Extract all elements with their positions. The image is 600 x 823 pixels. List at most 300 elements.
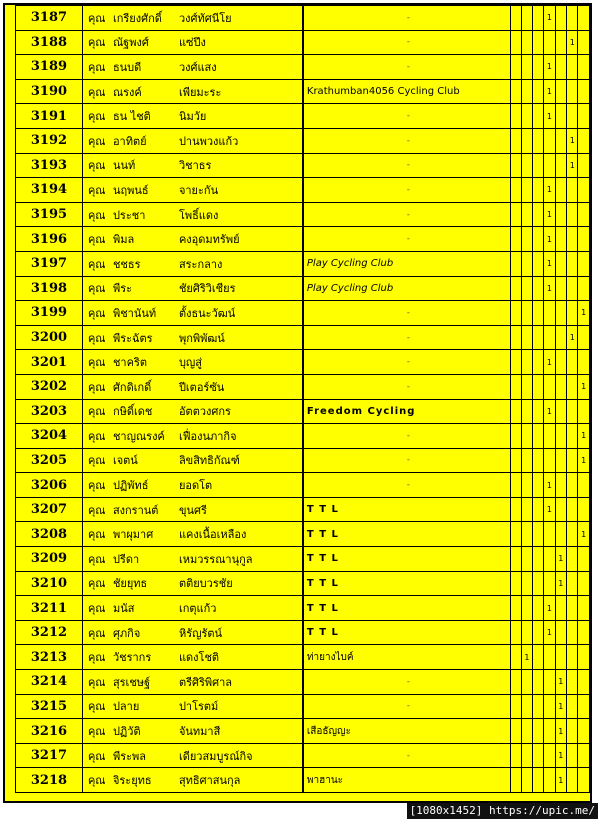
category-cell: 1 — [567, 30, 578, 55]
category-cell — [578, 571, 590, 596]
last-name: แดงโชติ — [178, 651, 220, 665]
first-name: ประชา — [112, 208, 146, 222]
participant-name — [82, 153, 302, 178]
name-prefix: คุณ — [87, 700, 106, 714]
table-row — [16, 694, 590, 719]
first-name: นนท์ — [112, 159, 136, 173]
bib-number: 3197 — [16, 251, 83, 276]
category-cell — [567, 251, 578, 276]
first-name: กษิดิ์เดช — [112, 405, 153, 419]
club-label: T T L — [306, 577, 339, 589]
club-name — [303, 571, 510, 596]
club-label: - — [406, 455, 410, 466]
category-cell: 1 — [544, 227, 555, 252]
bib-number: 3215 — [16, 694, 83, 719]
category-cell — [521, 104, 532, 129]
category-cell: 1 — [578, 448, 590, 473]
participant-name — [82, 202, 302, 227]
category-cell — [578, 55, 590, 80]
category-cell — [510, 251, 521, 276]
last-name: ลิขสิทธิกัณฑ์ — [178, 454, 240, 468]
last-name: เพียมะระ — [178, 85, 222, 99]
last-name: วิชาธร — [178, 159, 212, 173]
category-cell — [521, 251, 532, 276]
category-cell — [578, 645, 590, 670]
first-name: พาผุมาศ — [112, 528, 154, 542]
name-prefix: คุณ — [87, 208, 106, 222]
club-name — [303, 670, 510, 695]
club-name — [303, 719, 510, 744]
bib-number: 3198 — [16, 276, 83, 301]
category-cell — [533, 325, 544, 350]
document-sheet — [3, 3, 592, 803]
category-cell — [567, 694, 578, 719]
category-cell — [521, 620, 532, 645]
table-row — [16, 251, 590, 276]
club-label: Freedom Cycling — [306, 405, 416, 417]
category-cell: 1 — [555, 694, 566, 719]
category-cell — [578, 178, 590, 203]
category-cell — [533, 128, 544, 153]
last-name: หิรัญรัตน์ — [178, 626, 223, 640]
last-name: วงศ์ทัศนีโย — [178, 11, 232, 25]
last-name: ชัยศิริวิเชียร — [178, 282, 236, 296]
club-label: - — [406, 184, 410, 195]
bib-number: 3190 — [16, 79, 83, 104]
bib-number: 3211 — [16, 596, 83, 621]
club-label: - — [406, 160, 410, 171]
category-cell — [567, 522, 578, 547]
category-cell — [533, 522, 544, 547]
category-cell — [567, 301, 578, 326]
participant-name — [82, 301, 302, 326]
category-cell — [510, 276, 521, 301]
category-cell — [567, 448, 578, 473]
last-name: ตั้งธนะวัฒน์ — [178, 306, 236, 320]
first-name: พิชานันท์ — [112, 306, 157, 320]
bib-number: 3207 — [16, 497, 83, 522]
first-name: ปลาย — [112, 700, 140, 714]
category-cell — [533, 399, 544, 424]
category-cell — [567, 596, 578, 621]
last-name: แคงเนื้อเหลือง — [178, 528, 247, 542]
category-cell: 1 — [544, 79, 555, 104]
table-row — [16, 104, 590, 129]
category-cell — [521, 522, 532, 547]
category-cell: 1 — [544, 276, 555, 301]
category-cell — [544, 448, 555, 473]
category-cell — [578, 350, 590, 375]
last-name: ขุนศรี — [178, 503, 207, 517]
name-prefix: คุณ — [87, 257, 106, 271]
category-cell — [544, 768, 555, 793]
category-cell — [567, 645, 578, 670]
table-row — [16, 178, 590, 203]
club-name — [303, 202, 510, 227]
category-cell — [510, 596, 521, 621]
club-name — [303, 227, 510, 252]
bib-number: 3200 — [16, 325, 83, 350]
category-cell — [510, 768, 521, 793]
category-cell — [555, 276, 566, 301]
category-cell — [533, 30, 544, 55]
category-cell — [567, 202, 578, 227]
category-cell — [521, 497, 532, 522]
club-name — [303, 153, 510, 178]
category-cell — [533, 104, 544, 129]
first-name: ปฏิพัทธ์ — [112, 479, 149, 493]
bib-number: 3203 — [16, 399, 83, 424]
participant-name — [82, 768, 302, 793]
category-cell — [567, 424, 578, 449]
bib-number: 3191 — [16, 104, 83, 129]
category-cell — [510, 547, 521, 572]
category-cell — [521, 325, 532, 350]
category-cell — [533, 596, 544, 621]
category-cell — [555, 202, 566, 227]
club-label: T T L — [306, 602, 339, 614]
category-cell — [578, 30, 590, 55]
category-cell — [510, 79, 521, 104]
table-row — [16, 522, 590, 547]
category-cell: 1 — [544, 202, 555, 227]
category-cell — [544, 424, 555, 449]
club-label: เสือธัญญะ — [306, 725, 351, 737]
table-row — [16, 620, 590, 645]
category-cell — [555, 448, 566, 473]
category-cell — [521, 547, 532, 572]
category-cell — [555, 104, 566, 129]
category-cell — [555, 325, 566, 350]
category-cell — [533, 768, 544, 793]
category-cell: 1 — [555, 743, 566, 768]
category-cell — [578, 547, 590, 572]
name-prefix: คุณ — [87, 725, 106, 739]
table-row — [16, 424, 590, 449]
participant-name — [82, 399, 302, 424]
category-cell — [544, 374, 555, 399]
category-cell — [567, 547, 578, 572]
first-name: อาทิตย์ — [112, 134, 147, 148]
category-cell — [567, 620, 578, 645]
category-cell — [578, 596, 590, 621]
table-row — [16, 719, 590, 744]
category-cell — [533, 497, 544, 522]
category-cell: 1 — [544, 596, 555, 621]
last-name: แซ่ปึง — [178, 36, 206, 50]
category-cell — [510, 522, 521, 547]
category-cell — [544, 128, 555, 153]
category-cell: 1 — [578, 374, 590, 399]
table-row — [16, 153, 590, 178]
last-name: ตติยบวรชัย — [178, 577, 233, 591]
club-name — [303, 55, 510, 80]
category-cell — [555, 497, 566, 522]
participant-name — [82, 719, 302, 744]
bib-number: 3216 — [16, 719, 83, 744]
category-cell — [510, 227, 521, 252]
participant-name — [82, 251, 302, 276]
category-cell — [544, 301, 555, 326]
name-prefix: คุณ — [87, 282, 106, 296]
name-prefix: คุณ — [87, 405, 106, 419]
category-cell — [533, 670, 544, 695]
name-prefix: คุณ — [87, 110, 106, 124]
name-prefix: คุณ — [87, 454, 106, 468]
category-cell — [510, 645, 521, 670]
bib-number: 3194 — [16, 178, 83, 203]
category-cell — [578, 104, 590, 129]
table-row — [16, 473, 590, 498]
table-row — [16, 128, 590, 153]
first-name: ชาคริต — [112, 356, 147, 370]
bib-number: 3208 — [16, 522, 83, 547]
category-cell — [578, 743, 590, 768]
participant-name — [82, 6, 302, 31]
club-label: - — [406, 111, 410, 122]
category-cell — [578, 399, 590, 424]
category-cell — [521, 743, 532, 768]
club-name — [303, 743, 510, 768]
category-cell — [533, 251, 544, 276]
category-cell — [555, 350, 566, 375]
table-row — [16, 645, 590, 670]
participant-name — [82, 743, 302, 768]
category-cell: 1 — [544, 55, 555, 80]
club-name — [303, 522, 510, 547]
category-cell — [510, 497, 521, 522]
club-name — [303, 473, 510, 498]
category-cell — [567, 6, 578, 31]
category-cell: 1 — [544, 620, 555, 645]
name-prefix: คุณ — [87, 183, 106, 197]
category-cell — [578, 276, 590, 301]
category-cell — [555, 79, 566, 104]
participant-name — [82, 571, 302, 596]
category-cell — [578, 6, 590, 31]
club-name — [303, 374, 510, 399]
first-name: ปรีดา — [112, 552, 140, 566]
club-label: - — [406, 750, 410, 761]
category-cell — [510, 325, 521, 350]
category-cell — [578, 620, 590, 645]
category-cell: 1 — [578, 522, 590, 547]
category-cell: 1 — [567, 153, 578, 178]
club-name — [303, 768, 510, 793]
first-name: นฤพนธ์ — [112, 183, 149, 197]
category-cell — [544, 694, 555, 719]
table-row — [16, 743, 590, 768]
category-cell — [567, 743, 578, 768]
name-prefix: คุณ — [87, 651, 106, 665]
participant-name — [82, 473, 302, 498]
table-row — [16, 6, 590, 31]
club-name — [303, 325, 510, 350]
name-prefix: คุณ — [87, 528, 106, 542]
category-cell: 1 — [578, 424, 590, 449]
club-label: T T L — [306, 504, 339, 516]
image-size-watermark: [1080x1452] https://upic.me/ — [407, 803, 598, 819]
category-cell — [578, 473, 590, 498]
club-label: - — [406, 381, 410, 392]
last-name: โพธิ์แดง — [178, 208, 219, 222]
bib-number: 3209 — [16, 547, 83, 572]
bib-number: 3202 — [16, 374, 83, 399]
name-prefix: คุณ — [87, 331, 106, 345]
category-cell: 1 — [555, 768, 566, 793]
name-prefix: คุณ — [87, 602, 106, 616]
club-label: - — [406, 12, 410, 23]
category-cell — [544, 571, 555, 596]
category-cell — [533, 276, 544, 301]
category-cell: 1 — [544, 6, 555, 31]
category-cell — [555, 153, 566, 178]
last-name: นิมวัย — [178, 110, 207, 124]
category-cell — [578, 227, 590, 252]
category-cell — [567, 79, 578, 104]
table-row — [16, 301, 590, 326]
category-cell — [567, 178, 578, 203]
club-name — [303, 645, 510, 670]
club-label: - — [406, 307, 410, 318]
first-name: มนัส — [112, 602, 135, 616]
category-cell: 1 — [555, 670, 566, 695]
club-name — [303, 424, 510, 449]
category-cell — [533, 448, 544, 473]
last-name: ปานพวงแก้ว — [178, 134, 239, 148]
category-cell — [544, 743, 555, 768]
club-name — [303, 596, 510, 621]
category-cell — [567, 374, 578, 399]
participant-name — [82, 79, 302, 104]
participant-name — [82, 547, 302, 572]
first-name: ชาญณรงค์ — [112, 429, 165, 443]
category-cell — [521, 448, 532, 473]
category-cell — [555, 301, 566, 326]
club-label: - — [406, 234, 410, 245]
category-cell — [533, 153, 544, 178]
club-name — [303, 276, 510, 301]
club-name — [303, 128, 510, 153]
category-cell — [578, 79, 590, 104]
last-name: ปีเตอร์ซัน — [178, 380, 225, 394]
table-row — [16, 497, 590, 522]
first-name: พีระ — [112, 282, 133, 296]
category-cell — [510, 473, 521, 498]
category-cell — [533, 374, 544, 399]
category-cell — [521, 227, 532, 252]
category-cell — [521, 350, 532, 375]
club-label: T T L — [306, 528, 339, 540]
category-cell — [544, 522, 555, 547]
bib-number: 3210 — [16, 571, 83, 596]
name-prefix: คุณ — [87, 159, 106, 173]
category-cell — [567, 473, 578, 498]
category-cell — [544, 325, 555, 350]
category-cell — [555, 6, 566, 31]
table-row — [16, 768, 590, 793]
category-cell — [555, 55, 566, 80]
name-prefix: คุณ — [87, 11, 106, 25]
bib-number: 3218 — [16, 768, 83, 793]
category-cell — [533, 645, 544, 670]
category-cell — [521, 694, 532, 719]
first-name: ธน ไชติ — [112, 110, 151, 124]
category-cell: 1 — [544, 497, 555, 522]
participant-name — [82, 350, 302, 375]
category-cell — [510, 55, 521, 80]
club-name — [303, 497, 510, 522]
club-label: Play Cycling Club — [306, 258, 394, 270]
category-cell — [533, 178, 544, 203]
participant-name — [82, 670, 302, 695]
category-cell — [510, 128, 521, 153]
category-cell: 1 — [567, 325, 578, 350]
first-name: ปฏิวัติ — [112, 725, 141, 739]
bib-number: 3201 — [16, 350, 83, 375]
first-name: ณรงค์ — [112, 85, 142, 99]
category-cell: 1 — [567, 128, 578, 153]
category-cell — [578, 768, 590, 793]
category-cell — [510, 374, 521, 399]
category-cell — [533, 227, 544, 252]
first-name: ธนบดี — [112, 60, 142, 74]
category-cell — [510, 571, 521, 596]
participant-name — [82, 374, 302, 399]
bib-number: 3213 — [16, 645, 83, 670]
table-row — [16, 79, 590, 104]
category-cell — [555, 251, 566, 276]
category-cell — [510, 743, 521, 768]
participant-name — [82, 30, 302, 55]
participant-name — [82, 104, 302, 129]
name-prefix: คุณ — [87, 503, 106, 517]
category-cell — [578, 325, 590, 350]
category-cell — [533, 424, 544, 449]
last-name: จันทมาสี — [178, 725, 221, 739]
name-prefix: คุณ — [87, 429, 106, 443]
category-cell — [555, 645, 566, 670]
last-name: วงศ์แสง — [178, 60, 217, 74]
category-cell — [510, 301, 521, 326]
category-cell — [555, 399, 566, 424]
club-label: T T L — [306, 553, 339, 565]
category-cell: 1 — [578, 301, 590, 326]
category-cell — [533, 79, 544, 104]
club-name — [303, 399, 510, 424]
category-cell: 1 — [544, 251, 555, 276]
club-name — [303, 301, 510, 326]
club-name — [303, 104, 510, 129]
category-cell — [521, 30, 532, 55]
participant-name — [82, 448, 302, 473]
category-cell: 1 — [544, 104, 555, 129]
table-row — [16, 399, 590, 424]
bib-number: 3188 — [16, 30, 83, 55]
first-name: พีระฉัตร — [112, 331, 153, 345]
category-cell — [521, 55, 532, 80]
table-row — [16, 670, 590, 695]
category-cell — [567, 719, 578, 744]
bib-number: 3212 — [16, 620, 83, 645]
club-label: ท่ายางไบค์ — [306, 651, 354, 663]
category-cell — [567, 670, 578, 695]
category-cell — [544, 670, 555, 695]
category-cell — [521, 424, 532, 449]
category-cell — [521, 768, 532, 793]
participant-name — [82, 325, 302, 350]
club-label: Krathumban4056 Cycling Club — [306, 86, 460, 98]
